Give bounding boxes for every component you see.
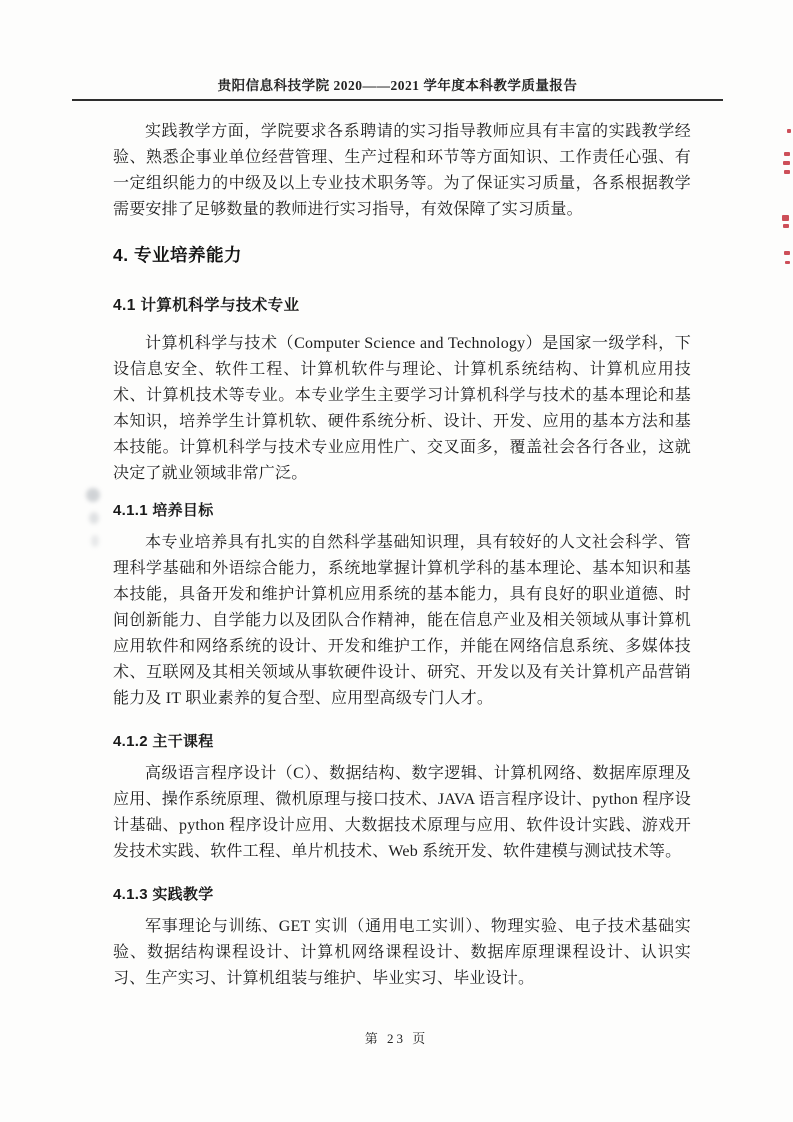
scan-smudge (91, 535, 99, 547)
red-mark (784, 170, 790, 174)
red-mark (783, 224, 789, 228)
red-mark (782, 215, 789, 221)
paragraph-section-4-1-1: 本专业培养具有扎实的自然科学基础知识理，具有较好的人文社会科学、管理科学基础和外语综合能力，系统地掌握计算机学科的基本理论、基本知识和基本技能，具备开发和维护计算机应用系统的基本能力，具有良好的职业道德、时间创新能力、自学能力以及团队合作精神，能在信息产业及相关领域从事计算机应用软件和网络系统的设计、开发和维护工作，并能在网络信息系统、多媒体技术、互联网及其相关领域从事软硬件设计、研究、开发以及有关计算机产品营销能力及 IT 职业素养的复合型、应用型高级专门人才。 (113, 534, 691, 707)
heading-section-4-1: 4.1 计算机科学与技术专业 (113, 297, 300, 314)
red-mark (783, 161, 790, 165)
paragraph-section-4-1-2: 高级语言程序设计（C）、数据结构、数字逻辑、计算机网络、数据库原理及应用、操作系统原理、微机原理与接口技术、JAVA 语言程序设计、python 程序设计基础、python 程序设计应用、大数据技术原理与应用、软件设计实践、游戏开发技术实践、软件工程、单片机技术、Web 系统开发、软件建模与测试技术等。 (113, 765, 691, 860)
scan-smudge (89, 512, 99, 524)
scan-smudge (86, 488, 100, 502)
red-mark (784, 152, 790, 156)
heading-section-4-1-1: 4.1.1 培养目标 (113, 502, 214, 519)
heading-section-4: 4. 专业培养能力 (113, 245, 242, 265)
red-mark (787, 129, 791, 133)
paragraph-section-4-1: 计算机科学与技术（Computer Science and Technology）是国家一级学科，下设信息安全、软件工程、计算机软件与理论、计算机系统结构、计算机应用技术、计算机技术等专业。本专业学生主要学习计算机科学与技术的基本理论和基本知识，培养学生计算机软、硬件系统分析、设计、开发、应用的基本方法和基本技能。计算机科学与技术专业应用性广、交叉面多，覆盖社会各行各业，这就决定了就业领域非常广泛。 (113, 335, 691, 482)
heading-section-4-1-2: 4.1.2 主干课程 (113, 733, 214, 750)
document-body (113, 119, 691, 992)
paragraph-section-4-1-3: 军事理论与训练、GET 实训（通用电工实训）、物理实验、电子技术基础实验、数据结构课程设计、计算机网络课程设计、数据库原理课程设计、认识实习、生产实习、计算机组装与维护、毕业实习、毕业设计。 (113, 918, 691, 987)
paragraph-practice-teaching: 实践教学方面，学院要求各系聘请的实习指导教师应具有丰富的实践教学经验、熟悉企事业单位经营管理、生产过程和环节等方面知识、工作责任心强、有一定组织能力的中级及以上专业技术职务等。为了保证实习质量，各系根据教学需要安排了足够数量的教师进行实习指导，有效保障了实习质量。 (113, 123, 691, 218)
red-mark (785, 261, 790, 264)
red-mark (784, 251, 790, 255)
page-number: 第 23 页 (364, 1031, 429, 1046)
heading-section-4-1-3: 4.1.3 实践教学 (113, 886, 214, 903)
running-header-title: 贵阳信息科技学院 2020——2021 学年度本科教学质量报告 (217, 78, 578, 93)
header-rule (72, 99, 723, 101)
